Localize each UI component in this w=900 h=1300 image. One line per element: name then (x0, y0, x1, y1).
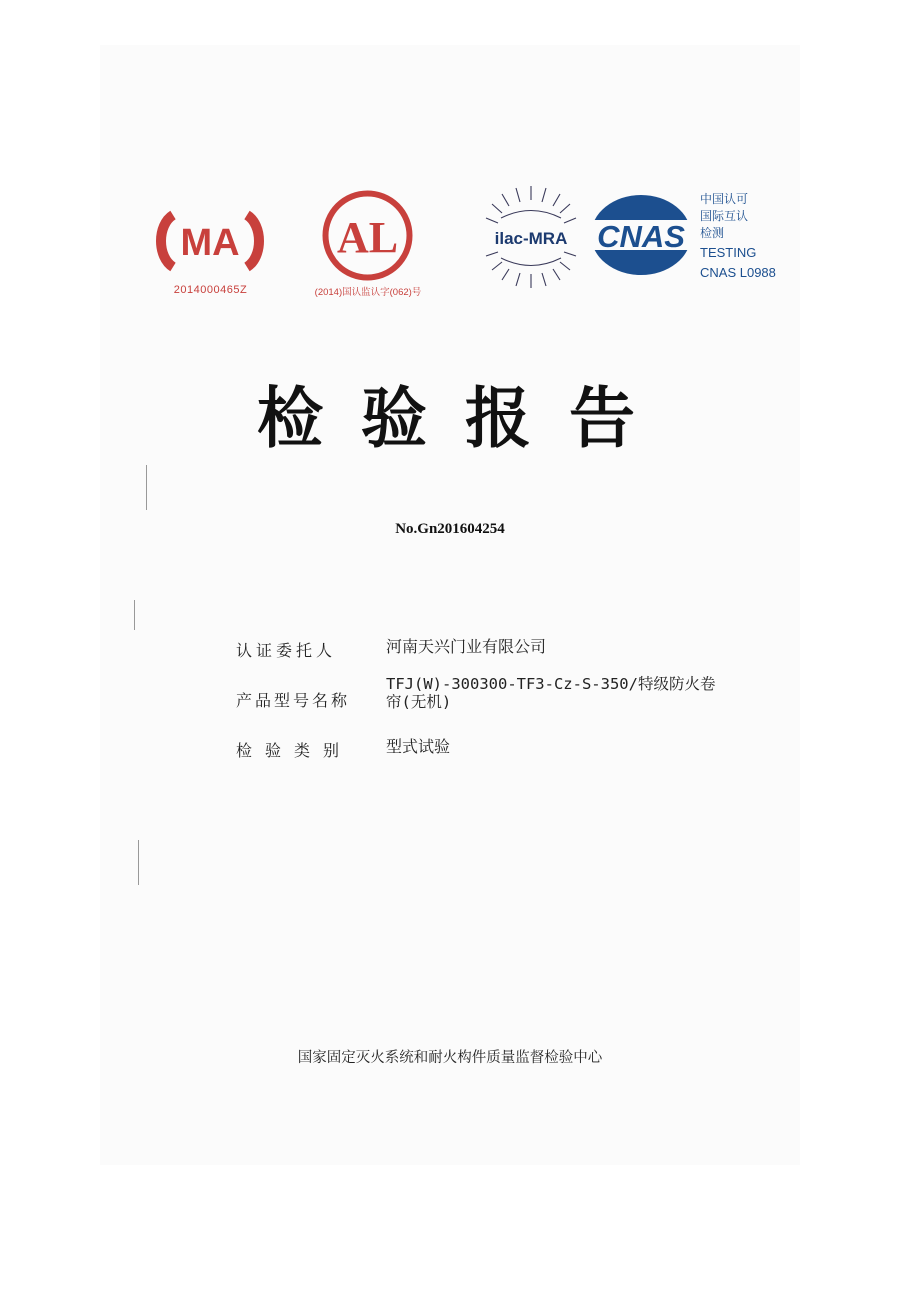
client-value: 河南天兴门业有限公司 (386, 637, 547, 656)
cal-logo (320, 188, 415, 283)
ilac-mark-text: ilac-MRA (494, 229, 568, 248)
ilac-mra-logo (476, 178, 586, 298)
scan-artifact (138, 840, 139, 885)
cma-code: 2014000465Z (173, 284, 248, 296)
report-title: 检验报告 (257, 380, 673, 457)
cnas-logo (586, 190, 696, 280)
cma-mark-text: MA (180, 222, 240, 264)
product-model-value-line: TFJ(W)-300300-TF3-Cz-S-350/特级防火卷 (386, 675, 716, 693)
cnas-mark-text: CNAS (597, 219, 685, 254)
cnas-caption-line: 国际互认 (700, 209, 749, 223)
client-label: 认证委托人 (236, 641, 337, 660)
cma-logo (155, 205, 265, 277)
scan-artifact (146, 465, 147, 510)
product-model-value (386, 675, 786, 711)
inspection-type-label: 检验类别 (236, 741, 353, 760)
issuing-center: 国家固定灭火系统和耐火构件质量监督检验中心 (297, 1050, 603, 1066)
scan-artifact (134, 600, 135, 630)
cnas-caption-line: 中国认可 (700, 192, 749, 206)
product-model-value-line: 帘(无机) (386, 693, 452, 711)
cnas-caption-line: 检测 (700, 226, 725, 240)
cal-code: (2014)国认监认字(062)号 (314, 287, 422, 298)
cnas-accreditation-number: CNAS L0988 (700, 265, 776, 280)
cal-mark-text: AL (336, 213, 399, 262)
report-number: No.Gn201604254 (395, 521, 505, 537)
product-model-label: 产品型号名称 (236, 691, 351, 710)
inspection-type-value: 型式试验 (386, 737, 451, 756)
cnas-caption-line: TESTING (700, 245, 757, 260)
